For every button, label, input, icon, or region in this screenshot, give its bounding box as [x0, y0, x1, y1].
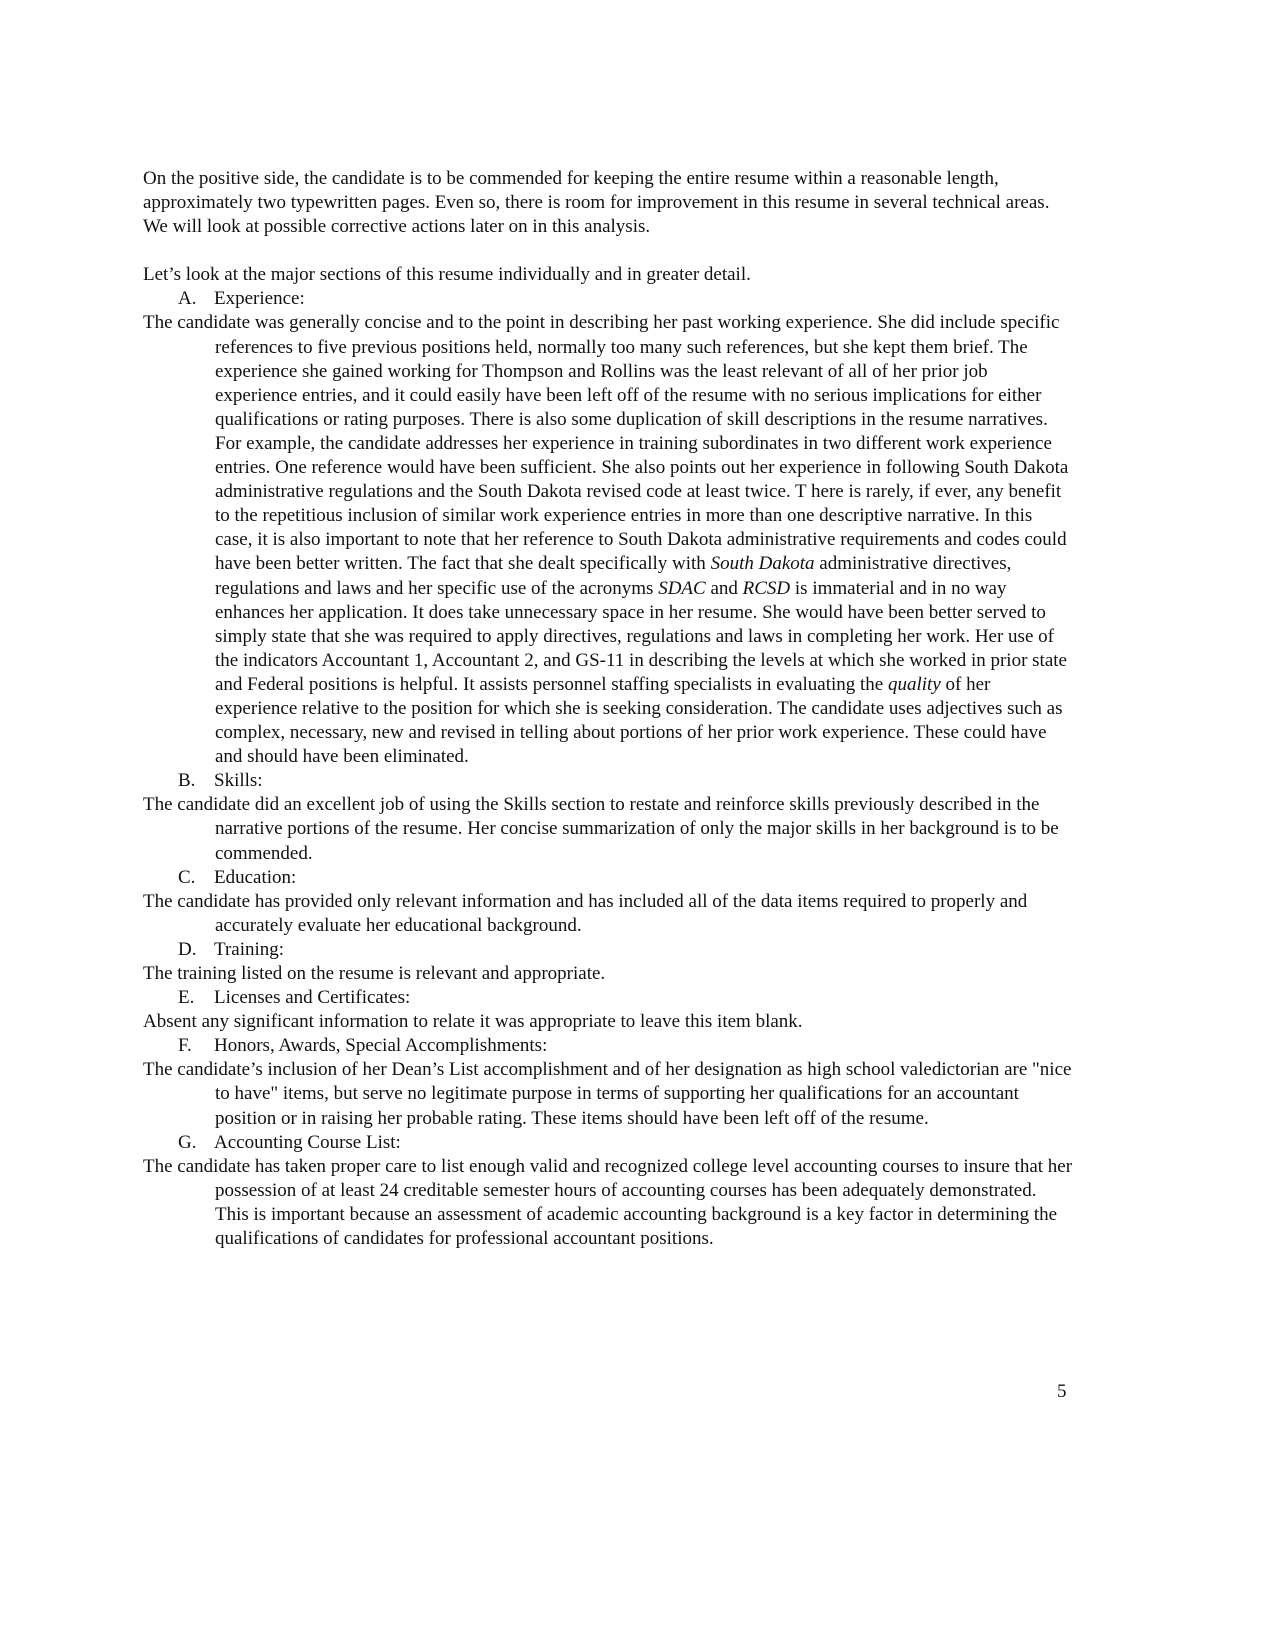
- emphasis-text: quality: [887, 673, 941, 695]
- section-body-licenses: Absent any significant information to relate it was appropriate to leave this item blank.: [143, 1011, 803, 1033]
- section-heading-course-list: [178, 1131, 1073, 1155]
- body-text: The candidate was generally concise and to the point in describing her past working experience. She did include specific references to five previous positions held, normally too many such references, but she kept them brief. The experience she gained working for Thompson and Rollins was the least relevant of all of her prior job experience entries, and it could easily have been left off of the resume with no serious implications for either qualifications or rating purposes. There is also some duplication of skill descriptions in the resume narratives. For example, the candidate addresses her experience in training subordinates in two different work experience entries. One reference would have been sufficient. She also points out her experience in following South Dakota administrative regulations and the South Dakota revised code at least twice. T here is rarely, if ever, any benefit to the repetitious inclusion of similar work experience entries in more than one descriptive narrative. In this case, it is also important to note that her reference to South Dakota administrative requirements and codes could have been better written. The fact that she dealt specifically with: [143, 312, 1069, 575]
- section-title: Honors, Awards, Special Accomplishments:: [214, 1035, 548, 1057]
- section-body-honors: The candidate’s inclusion of her Dean’s List accomplishment and of her designation as high school valedictorian are "nice to have" items, but serve no legitimate purpose in terms of supporting her qualifications for an accountant position or in raising her probable rating. These items should have been left off of the resume.: [143, 1059, 1072, 1129]
- section-body-training: The training listed on the resume is relevant and appropriate.: [143, 963, 606, 984]
- paragraph-spacer: [143, 239, 1073, 263]
- section-heading-education: [178, 866, 1073, 890]
- section-title: Skills:: [214, 770, 263, 792]
- section-letter: A.: [178, 288, 197, 310]
- emphasis-text: SDAC: [658, 577, 706, 599]
- document-page: [143, 167, 1073, 1251]
- section-title: Licenses and Certificates:: [214, 987, 411, 1009]
- section-letter: F.: [178, 1035, 192, 1057]
- section-heading-training: [178, 938, 1073, 962]
- lead-in-sentence: Let’s look at the major sections of this resume individually and in greater detail.: [143, 264, 751, 286]
- section-body-education: The candidate has provided only relevant information and has included all of the data items required to properly and accurately evaluate her educational background.: [143, 890, 1028, 936]
- emphasis-text: RCSD: [742, 577, 791, 599]
- section-letter: B.: [178, 770, 196, 792]
- section-body-experience: [143, 311, 1073, 769]
- section-heading-skills: [178, 769, 1073, 793]
- section-title: Accounting Course List:: [214, 1131, 401, 1153]
- section-letter: C.: [178, 866, 196, 888]
- section-title: Experience:: [214, 288, 305, 310]
- section-title: Education:: [214, 866, 297, 888]
- section-heading-licenses: [178, 986, 1073, 1010]
- page-number: 5: [1057, 1381, 1067, 1402]
- emphasis-text: South Dakota: [710, 553, 815, 575]
- body-text: of her experience relative to the position for which she is seeking consideration. The candidate uses adjectives such as complex, necessary, new and revised in telling about portions of her prior work experience. These could have and should have been eliminated.: [215, 673, 1063, 768]
- body-text: is immaterial and in no way enhances her application. It does take unnecessary space in her resume. She would have been better served to simply state that she was required to apply directives, regulations and laws in completing her work. Her use of the indicators Accountant 1, Accountant 2, and GS-11 in describing the levels at which she worked in prior state and Federal positions is helpful. It assists personnel staffing specialists in evaluating the: [215, 577, 1067, 695]
- body-text: and: [705, 577, 743, 599]
- section-title: Training:: [214, 938, 285, 960]
- intro-paragraph: On the positive side, the candidate is to be commended for keeping the entire resume within a reasonable length, approximately two typewritten pages. Even so, there is room for improvement in this resume in several technical areas. We will look at possible corrective actions later on in this analysis.: [143, 168, 1050, 238]
- section-letter: D.: [178, 938, 197, 960]
- section-letter: E.: [178, 987, 195, 1009]
- section-body-course-list: The candidate has taken proper care to list enough valid and recognized college level accounting courses to insure that her possession of at least 24 creditable semester hours of accounting courses has been adequately demonstrated. This is important because an assessment of academic accounting background is a key factor in determining the qualifications of candidates for professional accountant positions.: [143, 1155, 1073, 1250]
- section-heading-experience: [178, 287, 1073, 311]
- section-heading-honors: [178, 1034, 1073, 1058]
- section-letter: G.: [178, 1131, 197, 1153]
- section-body-skills: The candidate did an excellent job of using the Skills section to restate and reinforce skills previously described in the narrative portions of the resume. Her concise summarization of only the major skills in her background is to be commended.: [143, 794, 1059, 864]
- body-text: administrative directives, regulations and laws and her specific use of the acronyms: [215, 553, 1012, 599]
